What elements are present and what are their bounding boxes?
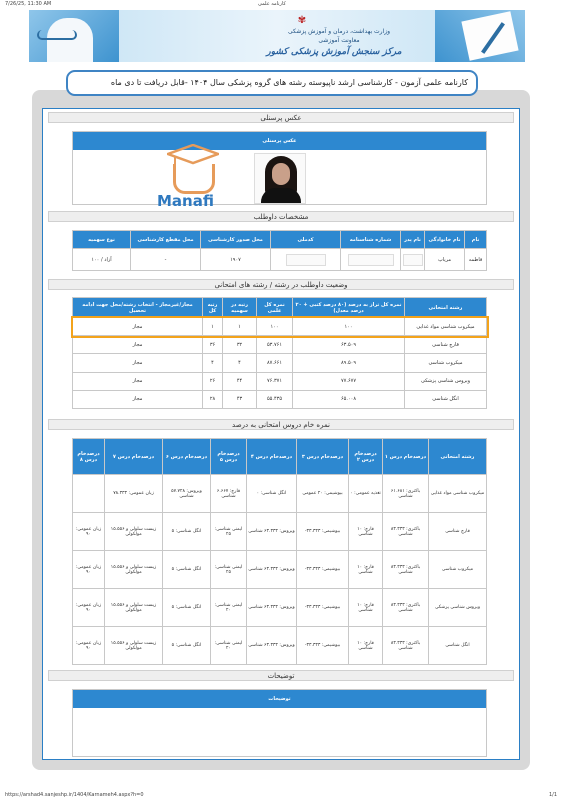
cell-raw-6: انگل شناسی: ۵ xyxy=(163,551,211,589)
logo-text-manafi: Manafi xyxy=(157,192,214,210)
cell-field: ویروس شناسی پزشکی xyxy=(405,372,487,390)
cell-raw-7: زیست سلولی و ۱۵.۵۵۶ مولکولی xyxy=(105,627,163,665)
col-field: رشته امتحانی xyxy=(405,298,487,318)
cell-raw-5: ایمنی شناسی: ۲۵ xyxy=(211,551,247,589)
cell-total-score: ۶۳.۵۰۹ xyxy=(293,336,405,354)
cell-raw-4: ویروس: ۶۳.۳۳۳ شناسی xyxy=(247,513,297,551)
col-national-code: کدملی xyxy=(271,231,341,249)
cell-raw-1: باکتری: ۸۳.۳۳۳ شناسی xyxy=(383,589,429,627)
col-raw-7: درصدخام درس ۷ xyxy=(105,439,163,475)
col-total-score: نمره کل تراز به درصد (۸۰ درصد کتبی + ۲۰ درصد معدل) xyxy=(293,298,405,318)
cell-quota-rank: ۴۴ xyxy=(223,372,257,390)
deputy-name: معاونت آموزشی xyxy=(318,37,360,44)
notes-box xyxy=(72,689,487,757)
col-raw-6: درصدخام درس ۶ xyxy=(163,439,211,475)
cell-raw-5: ایمنی شناسی: ۲۵ xyxy=(211,513,247,551)
cell-total-score: ۶۵.۰۰۸ xyxy=(293,390,405,408)
cell-raw-1: باکتری: ۸۳.۳۳۳ شناسی xyxy=(383,627,429,665)
applicant-table-row xyxy=(73,249,487,271)
cell-total-score: ۱۰۰ xyxy=(293,318,405,336)
col-last-name: نام خانوادگی xyxy=(425,231,465,249)
cell-quota: آزاد / ۱۰۰ xyxy=(73,249,131,271)
col-raw-1: درصدخام درس ۱ xyxy=(383,439,429,475)
print-header xyxy=(0,0,563,9)
status-table xyxy=(72,297,487,409)
raw-scores-table xyxy=(72,438,487,665)
cell-quota-rank: ۴۳ xyxy=(223,390,257,408)
cell-eligibility: مجاز xyxy=(73,336,203,354)
cell-total-score: ۷۷.۶۷۷ xyxy=(293,372,405,390)
cell-eligibility: مجاز xyxy=(73,354,203,372)
raw-table-row xyxy=(73,551,487,589)
raw-table-header xyxy=(73,439,487,475)
section-photo: عکس پرسنلی xyxy=(48,112,514,123)
photo-header: عکس پرسنلی xyxy=(73,132,486,150)
cell-raw-6: انگل شناسی: ۵ xyxy=(163,627,211,665)
cell-quota-rank: ۴ xyxy=(223,354,257,372)
col-quota: نوع سهمیه xyxy=(73,231,131,249)
cell-first-name: فاطمه xyxy=(465,249,487,271)
cell-scientific-score: ۷۶.۳۷۱ xyxy=(257,372,293,390)
print-datetime: 7/26/25, 11:30 AM xyxy=(5,1,52,7)
cell-raw-5: ایمنی شناسی: ۲۰ xyxy=(211,589,247,627)
cell-raw-field: میکروب شناسی مواد غذایی xyxy=(429,475,487,513)
cell-raw-8: زبان عمومی: ۹۰ xyxy=(73,551,105,589)
section-raw-scores: نمره خام دروس امتحانی به درصد xyxy=(48,419,514,430)
cell-raw-8: زبان عمومی: ۹۰ xyxy=(73,589,105,627)
print-url: https://arshad4.sanjeshp.ir/1404/Karnameh4.aspx?h=0 xyxy=(5,792,144,798)
cell-raw-2: قارچ: ۱۰ شناسی xyxy=(349,551,383,589)
cell-field: قارچ شناسی xyxy=(405,336,487,354)
cell-field: میکروب شناسی xyxy=(405,354,487,372)
section-applicant: مشخصات داوطلب xyxy=(48,211,514,222)
cell-bachelor-place: ۱۹۰۷ xyxy=(201,249,271,271)
status-row xyxy=(73,336,487,354)
print-doc-title: کارنامه علمی xyxy=(258,1,286,7)
cell-raw-3: بیوشیمی: ۳۳.۳۳۳- xyxy=(297,513,349,551)
status-row xyxy=(73,390,487,408)
col-eligibility: مجاز/غیرمجاز - انتخاب رشته/محل جهت ادامه تحصیل xyxy=(73,298,203,318)
doctor-illustration xyxy=(29,10,119,62)
photo-table xyxy=(72,131,487,205)
cell-raw-2: قارچ: ۱۰ شناسی xyxy=(349,589,383,627)
col-total-rank: رتبه کل xyxy=(203,298,223,318)
notes-header: توضیحات xyxy=(73,690,486,708)
cell-last-name: مریاپ xyxy=(425,249,465,271)
print-footer xyxy=(0,790,563,800)
cell-raw-6: انگل شناسی: ۵ xyxy=(163,513,211,551)
section-notes: توضیحات xyxy=(48,670,514,681)
cell-raw-4: ویروس: ۶۳.۳۳۳ شناسی xyxy=(247,551,297,589)
cell-raw-8: زبان عمومی: ۹۰ xyxy=(73,627,105,665)
cell-raw-7: زبان عمومی: ۷۸.۳۳۳ xyxy=(105,475,163,513)
cell-raw-field: ویروس شناسی پزشکی xyxy=(429,589,487,627)
cell-father-name xyxy=(401,249,425,271)
col-raw-5: درصدخام درس ۵ xyxy=(211,439,247,475)
cell-total-rank: ۴ xyxy=(203,354,223,372)
col-bachelor-level: محل مقطع کارشناسی xyxy=(131,231,201,249)
cell-scientific-score: ۵۵.۴۳۵ xyxy=(257,390,293,408)
cell-eligibility: مجاز xyxy=(73,318,203,336)
cell-raw-3: بیوشیمی: ۳۳.۳۳۳- xyxy=(297,589,349,627)
cell-raw-field: انگل شناسی xyxy=(429,627,487,665)
cell-scientific-score: ۸۷.۶۶۱ xyxy=(257,354,293,372)
col-raw-3: درصدخام درس ۳ xyxy=(297,439,349,475)
cell-raw-2: قارچ: ۱۰ شناسی xyxy=(349,627,383,665)
cell-raw-2: تغذیه عمومی: ۰ xyxy=(349,475,383,513)
col-father-name: نام پدر xyxy=(401,231,425,249)
cell-raw-1: باکتری: ۶۱.۶۸۱ شناسی xyxy=(383,475,429,513)
col-raw-4: درصدخام درس ۴ xyxy=(247,439,297,475)
raw-table-row xyxy=(73,627,487,665)
raw-table-row xyxy=(73,589,487,627)
cell-raw-3: بیوشیمی: ۳۳.۳۳۳- xyxy=(297,627,349,665)
raw-table-row xyxy=(73,513,487,551)
cell-raw-7: زیست سلولی و ۱۵.۵۵۶ مولکولی xyxy=(105,589,163,627)
cell-quota-rank: ۳۲ xyxy=(223,336,257,354)
cell-raw-4: انگل شناسی: ۰ xyxy=(247,475,297,513)
cell-raw-4: ویروس: ۶۳.۳۳۳ شناسی xyxy=(247,589,297,627)
col-raw-8: درصدخام درس ۸ xyxy=(73,439,105,475)
cell-total-rank: ۳۶ xyxy=(203,336,223,354)
col-raw-2: درصدخام درس ۲ xyxy=(349,439,383,475)
applicant-table-header xyxy=(73,231,487,249)
ministry-name: وزارت بهداشت، درمان و آموزش پزشکی xyxy=(287,28,391,35)
status-row xyxy=(73,354,487,372)
status-row xyxy=(73,372,487,390)
cell-quota-rank: ۱ xyxy=(223,318,257,336)
report-title-box xyxy=(66,70,478,96)
applicant-table xyxy=(72,230,487,271)
section-status: وضعیت داوطلب در رشته / رشته های امتحانی xyxy=(48,279,514,290)
cell-scientific-score: ۱۰۰ xyxy=(257,318,293,336)
header-banner xyxy=(29,10,525,62)
cell-id-number xyxy=(341,249,401,271)
cell-raw-8 xyxy=(73,475,105,513)
cell-bachelor-level: - xyxy=(131,249,201,271)
report-title: کارنامه علمی آزمون - کارشناسی ارشد ناپیوسته رشته های گروه پزشکی سال ۱۴۰۴ -قابل دریافت تا دی ماه xyxy=(110,78,468,87)
cell-total-score: ۸۹.۵۰۹ xyxy=(293,354,405,372)
cell-raw-field: میکروب شناسی xyxy=(429,551,487,589)
col-quota-rank: رتبه در سهمیه xyxy=(223,298,257,318)
cell-raw-field: قارچ شناسی xyxy=(429,513,487,551)
cell-eligibility: مجاز xyxy=(73,372,203,390)
status-table-header xyxy=(73,298,487,318)
status-row-highlighted xyxy=(73,318,487,336)
col-scientific-score: نمره کل علمی xyxy=(257,298,293,318)
cell-total-rank: ۱ xyxy=(203,318,223,336)
cell-raw-6: انگل شناسی: ۵ xyxy=(163,589,211,627)
cell-scientific-score: ۵۳.۷۶۱ xyxy=(257,336,293,354)
cell-eligibility: مجاز xyxy=(73,390,203,408)
cell-total-rank: ۲۸ xyxy=(203,390,223,408)
print-page-number: 1/1 xyxy=(548,792,557,798)
cell-raw-7: زیست سلولی و ۱۵.۵۵۶ مولکولی xyxy=(105,513,163,551)
cell-raw-3: بیوشیمی: ۲۰ عمومی xyxy=(297,475,349,513)
cell-raw-4: ویروس: ۶۳.۳۳۳ شناسی xyxy=(247,627,297,665)
cell-raw-5: قارچ: ۶.۶۶۷ شناسی xyxy=(211,475,247,513)
cell-raw-6: ویروس: ۵۷.۷۲۸ شناسی xyxy=(163,475,211,513)
cell-total-rank: ۲۶ xyxy=(203,372,223,390)
col-raw-field: رشته امتحانی xyxy=(429,439,487,475)
cell-raw-8: زبان عمومی: ۹۰ xyxy=(73,513,105,551)
col-first-name: نام xyxy=(465,231,487,249)
raw-table-row xyxy=(73,475,487,513)
cell-raw-5: ایمنی شناسی: ۲۰ xyxy=(211,627,247,665)
center-name: مرکز سنجش آموزش پزشکی کشور xyxy=(266,47,402,57)
cell-national-code xyxy=(271,249,341,271)
emblem-icon: ✾ xyxy=(297,15,307,26)
applicant-portrait xyxy=(254,153,306,204)
cell-raw-3: بیوشیمی: ۳۳.۳۳۳- xyxy=(297,551,349,589)
col-id-number: شماره‌ شناسنامه xyxy=(341,231,401,249)
col-bachelor-place: محل صدور کارشناسی xyxy=(201,231,271,249)
cell-raw-1: باکتری: ۸۳.۳۳۳ شناسی xyxy=(383,513,429,551)
cell-raw-1: باکتری: ۸۳.۳۳۳ شناسی xyxy=(383,551,429,589)
cell-raw-7: زیست سلولی و ۱۵.۵۵۶ مولکولی xyxy=(105,551,163,589)
cell-field: میکروب شناسی مواد غذایی xyxy=(405,318,487,336)
cell-raw-2: قارچ: ۱۰ شناسی xyxy=(349,513,383,551)
cell-field: انگل شناسی xyxy=(405,390,487,408)
